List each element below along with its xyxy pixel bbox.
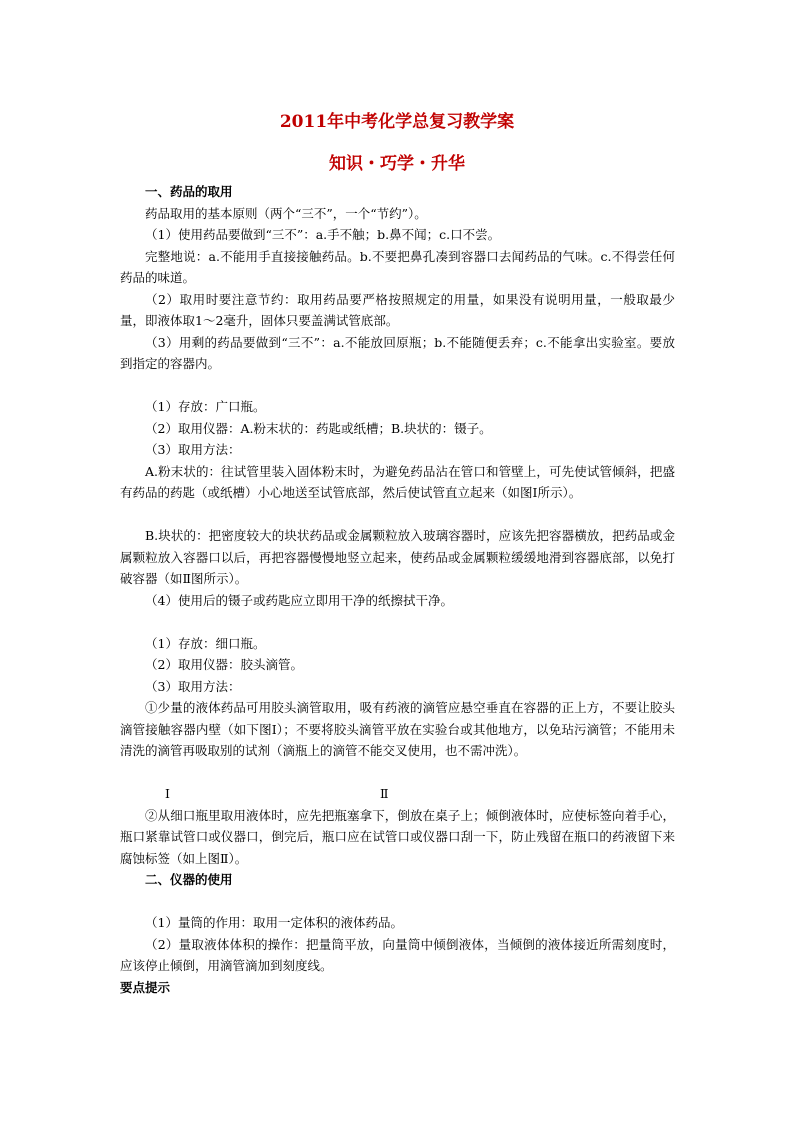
paragraph: （1）使用药品要做到“三不”：a.手不触；b.鼻不闻；c.口不尝。 <box>145 227 501 242</box>
spacer <box>120 611 675 633</box>
paragraph: （3）取用方法： <box>145 678 241 694</box>
section-heading-2: 二、仪器的使用 <box>145 872 233 887</box>
figure-label-1: Ⅰ <box>165 786 170 801</box>
paragraph: （1）量筒的作用：取用一定体积的液体药品。 <box>145 915 403 930</box>
paragraph: （1）存放：细口瓶。 <box>145 635 266 651</box>
paragraph: B.块状的：把密度较大的块状药品或金属颗粒放入玻璃容器时，应该先把容器横放，把药品或金属颗粒放入容器口以后，再把容器慢慢地竖立起来，使药品或金属颗粒缓缓地滑到容器底部，以免打破容器（如Ⅱ图所示）。 <box>120 528 675 586</box>
tips-heading: 要点提示 <box>120 979 171 995</box>
paragraph: （3）用剩的药品要做到“三不”：a.不能放回原瓶；b.不能随便丢弃；c.不能拿出实验室。要放到指定的容器内。 <box>120 334 675 371</box>
page-title: 2011年中考化学总复习教学案 <box>279 112 515 132</box>
paragraph: 完整地说：a.不能用手直接接触药品。b.不要把鼻孔凑到容器口去闻药品的气味。c.不得尝任何药品的味道。 <box>120 248 675 285</box>
paragraph: ②从细口瓶里取用液体时，应先把瓶塞拿下，倒放在桌子上；倾倒液体时，应使标签向着手心，瓶口紧靠试管口或仪器口，倒完后，瓶口应在试管口或仪器口刮一下，防止残留在瓶口的药液留下来腐蚀标签（如上图Ⅱ）。 <box>120 807 675 866</box>
document-body <box>120 181 675 998</box>
paragraph: ①少量的液体药品可用胶头滴管取用，吸有药液的滴管应悬空垂直在容器的正上方，不要让胶头滴管接触容器内壁（如下图Ⅰ）；不要将胶头滴管平放在实验台或其他地方，以免玷污滴管；不能用未清洗的滴管再吸取别的试剂（滴瓶上的滴管不能交叉使用，也不需冲洗）。 <box>120 700 675 758</box>
spacer <box>120 891 675 913</box>
spacer <box>120 375 675 397</box>
paragraph: （2）取用仪器：A.粉末状的：药匙或纸槽；B.块状的：镊子。 <box>145 420 492 436</box>
figure-labels <box>120 783 675 805</box>
paragraph: 药品取用的基本原则（两个“三不”，一个“节约”）。 <box>145 205 427 221</box>
spacer <box>120 504 675 526</box>
paragraph: （1）存放：广口瓶。 <box>145 399 266 414</box>
paragraph: （4）使用后的镊子或药匙应立即用干净的纸擦拭干净。 <box>145 592 453 608</box>
paragraph: （3）取用方法： <box>145 442 241 457</box>
paragraph: A.粉末状的：往试管里装入固体粉末时，为避免药品沾在管口和管壁上，可先使试管倾斜，把盛有药品的药匙（或纸槽）小心地送至试管底部，然后使试管直立起来（如图Ⅰ所示）。 <box>120 463 675 500</box>
paragraph: （2）取用仪器：胶头滴管。 <box>145 657 303 672</box>
page-subtitle: 知识・巧学・升华 <box>329 154 465 174</box>
paragraph: （2）取用时要注意节约：取用药品要严格按照规定的用量，如果没有说明用量，一般取最少量，即液体取1～2毫升，固体只要盖满试管底部。 <box>120 291 675 328</box>
section-heading-1: 一、药品的取用 <box>145 184 233 199</box>
paragraph: （2）量取液体体积的操作：把量筒平放，向量筒中倾倒液体，当倾倒的液体接近所需刻度时，应该停止倾倒，用滴管滴加到刻度线。 <box>120 936 675 973</box>
figure-label-2: Ⅱ <box>380 786 389 801</box>
spacer <box>120 762 675 784</box>
